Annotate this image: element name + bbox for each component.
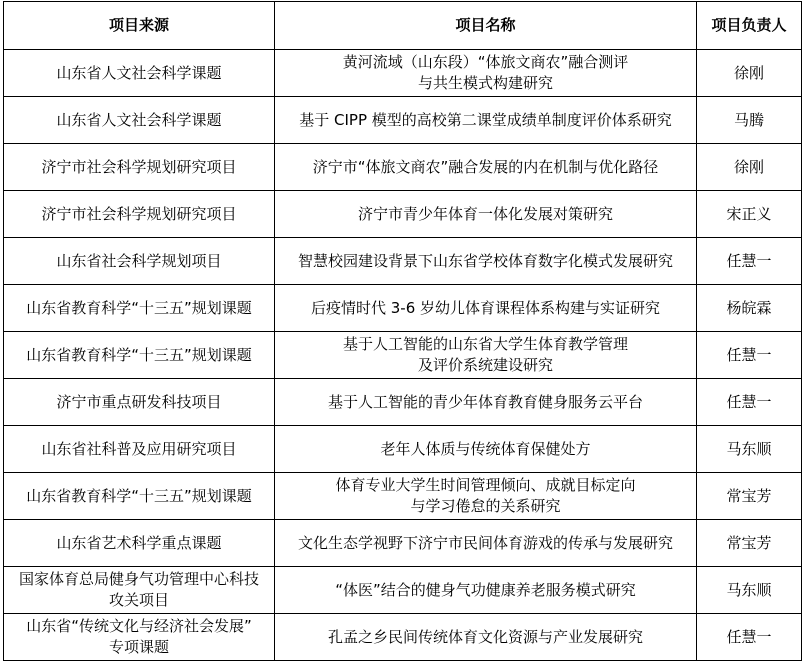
source-text: 国家体育总局健身气功管理中心科技 [18, 570, 259, 588]
name-text: 后疫情时代 3-6 岁幼儿体育课程体系构建与实证研究 [310, 298, 661, 317]
table-row [4, 426, 802, 473]
source-text: 山东省教育科学“十三五”规划课题 [26, 345, 252, 364]
source-text: 山东省人文社会科学课题 [56, 63, 222, 82]
cell-source [4, 473, 275, 520]
cell-leader: 任慧一 [697, 238, 802, 285]
source-text: 山东省艺术科学重点课题 [56, 533, 222, 552]
cell-source [4, 332, 275, 379]
cell-source [4, 238, 275, 285]
cell-source [4, 191, 275, 238]
header-name: 项目名称 [275, 2, 697, 50]
source-text: 山东省社科普及应用研究项目 [41, 439, 237, 458]
table-row [4, 97, 802, 144]
table-row [4, 379, 802, 426]
cell-leader: 徐刚 [697, 50, 802, 97]
table-row [4, 285, 802, 332]
cell-leader: 宋正义 [697, 191, 802, 238]
name-text: 基于人工智能的青少年体育教育健身服务云平台 [327, 392, 643, 411]
name-text: 济宁市青少年体育一体化发展对策研究 [357, 204, 613, 223]
name-text: 智慧校园建设背景下山东省学校体育数字化模式发展研究 [297, 251, 673, 270]
cell-source [4, 144, 275, 191]
cell-leader: 常宝芳 [697, 473, 802, 520]
table-row [4, 567, 802, 614]
name-text: 与学习倦怠的关系研究 [410, 497, 561, 515]
cell-leader: 杨皖霖 [697, 285, 802, 332]
cell-source [4, 97, 275, 144]
source-text: 济宁市重点研发科技项目 [56, 392, 222, 411]
cell-leader: 马腾 [697, 97, 802, 144]
cell-leader: 徐刚 [697, 144, 802, 191]
name-text: 济宁市“体旅文商农”融合发展的内在机制与优化路径 [312, 157, 659, 176]
table-row [4, 614, 802, 661]
name-text: 文化生态学视野下济宁市民间体育游戏的传承与发展研究 [297, 533, 673, 552]
cell-name [275, 285, 697, 332]
source-text: 攻关项目 [108, 591, 169, 609]
cell-name [275, 238, 697, 285]
source-text: 专项课题 [108, 638, 169, 656]
name-text: 体育专业大学生时间管理倾向、成就目标定向 [335, 476, 636, 494]
cell-name [275, 379, 697, 426]
source-text: 山东省人文社会科学课题 [56, 110, 222, 129]
cell-name [275, 426, 697, 473]
name-text: 与共生模式构建研究 [417, 74, 553, 92]
cell-leader: 马东顺 [697, 567, 802, 614]
cell-name [275, 567, 697, 614]
cell-name [275, 97, 697, 144]
table-row [4, 144, 802, 191]
name-text: 及评价系统建设研究 [417, 356, 553, 374]
cell-name [275, 614, 697, 661]
cell-leader: 马东顺 [697, 426, 802, 473]
name-text: 孔孟之乡民间传统体育文化资源与产业发展研究 [327, 627, 643, 646]
source-text: 山东省教育科学“十三五”规划课题 [26, 486, 252, 505]
cell-source [4, 285, 275, 332]
table-row [4, 332, 802, 379]
cell-leader: 任慧一 [697, 614, 802, 661]
name-text: 基于 CIPP 模型的高校第二课堂成绩单制度评价体系研究 [299, 110, 672, 129]
cell-name [275, 191, 697, 238]
cell-leader: 任慧一 [697, 332, 802, 379]
cell-leader: 任慧一 [697, 379, 802, 426]
source-text: 山东省“传统文化与经济社会发展” [26, 617, 252, 635]
cell-name [275, 473, 697, 520]
table-body [4, 50, 802, 661]
name-text: 老年人体质与传统体育保健处方 [380, 439, 591, 458]
table-row [4, 473, 802, 520]
header-leader: 项目负责人 [697, 2, 802, 50]
table-row [4, 191, 802, 238]
cell-name [275, 520, 697, 567]
projects-table [3, 1, 802, 661]
header-row [4, 2, 802, 50]
cell-source [4, 426, 275, 473]
cell-source [4, 50, 275, 97]
table-row [4, 520, 802, 567]
name-text: 黄河流域（山东段）“体旅文商农”融合测评 [342, 53, 629, 71]
cell-name [275, 332, 697, 379]
source-text: 济宁市社会科学规划研究项目 [41, 157, 237, 176]
name-text: 基于人工智能的山东省大学生体育教学管理 [342, 335, 628, 353]
name-text: “体医”结合的健身气功健康养老服务模式研究 [335, 580, 636, 599]
table-row [4, 50, 802, 97]
header-source: 项目来源 [4, 2, 275, 50]
source-text: 济宁市社会科学规划研究项目 [41, 204, 237, 223]
cell-source [4, 379, 275, 426]
cell-leader: 常宝芳 [697, 520, 802, 567]
cell-source [4, 520, 275, 567]
cell-name [275, 50, 697, 97]
table-row [4, 238, 802, 285]
cell-source [4, 567, 275, 614]
source-text: 山东省社会科学规划项目 [56, 251, 222, 270]
cell-source [4, 614, 275, 661]
cell-name [275, 144, 697, 191]
source-text: 山东省教育科学“十三五”规划课题 [26, 298, 252, 317]
